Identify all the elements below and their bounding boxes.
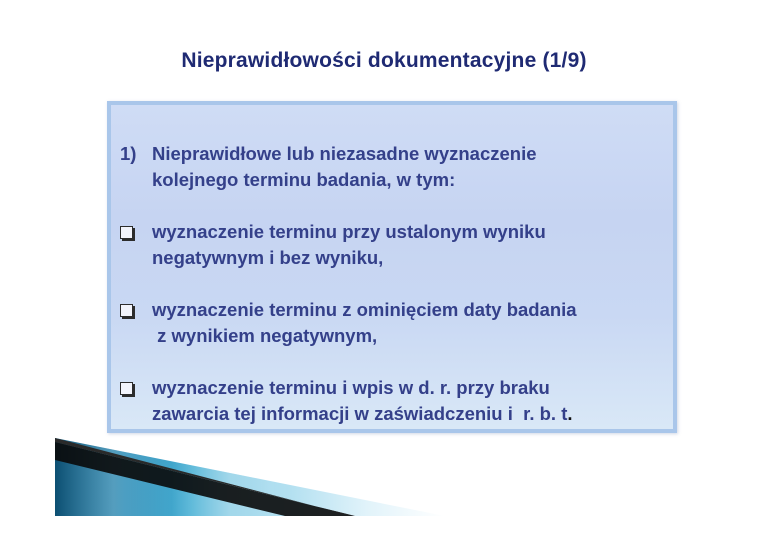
item-line-2: negatywnym i bez wyniku, — [152, 247, 384, 268]
slide-title: Nieprawidłowości dokumentacyjne (1/9) — [181, 49, 587, 72]
item-text — [152, 219, 672, 271]
item-line-2: z wynikiem negatywnym, — [152, 325, 378, 346]
item-line-1: wyznaczenie terminu i wpis w d. r. przy braku — [152, 377, 550, 398]
item-line-1: wyznaczenie terminu z ominięciem daty badania — [152, 299, 577, 320]
item-line-1: wyznaczenie terminu przy ustalonym wyniku — [152, 221, 546, 242]
decorative-wedge-graphic — [55, 438, 445, 518]
item-line-2-end: . — [567, 403, 573, 424]
item-text — [152, 375, 672, 427]
item-line-1: Nieprawidłowe lub niezasadne wyznaczenie — [152, 143, 537, 164]
checkbox-bullet-icon — [120, 375, 133, 402]
item-number: 1) — [120, 143, 137, 164]
checkbox-bullet-icon — [120, 219, 133, 246]
checkbox-bullet-icon — [120, 297, 133, 324]
item-text — [152, 297, 672, 349]
content-box — [107, 101, 677, 433]
item-line-2: kolejnego terminu badania, w tym: — [152, 169, 456, 190]
item-line-2: zawarcia tej informacji w zaświadczeniu i r. b. t — [152, 403, 568, 424]
item-text — [152, 141, 672, 193]
